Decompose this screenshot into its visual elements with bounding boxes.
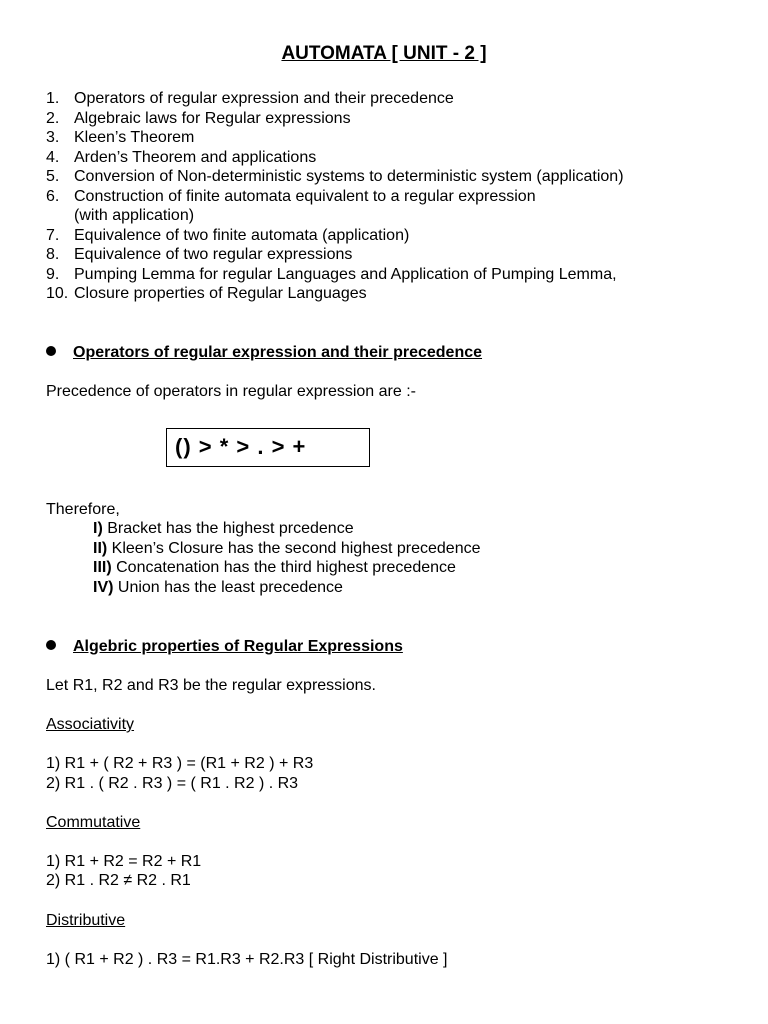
toc-item-text: Operators of regular expression and their precedence [74,90,454,107]
toc-item [46,265,746,285]
toc-item-number: 5. [46,168,60,185]
toc-item-number: 10. [46,285,69,302]
distributive-rule: 1) ( R1 + R2 ) . R3 = R1.R3 + R2.R3 [ Right Distributive ] [46,951,448,968]
point-label: IV) [93,579,114,596]
toc-item-text: (with application) [74,207,195,224]
precedence-point [93,558,456,578]
point-label: III) [93,559,112,576]
precedence-point [93,519,354,539]
bullet-icon [46,346,56,356]
associativity-rule: 2) R1 . ( R2 . R3 ) = ( R1 . R2 ) . R3 [46,775,299,792]
toc-item-text: Equivalence of two regular expressions [74,246,353,263]
associativity-rule: 1) R1 + ( R2 + R3 ) = (R1 + R2 ) + R3 [46,755,314,772]
toc-item-text: Pumping Lemma for regular Languages and Application of Pumping Lemma, [74,265,617,283]
toc-item-text: Construction of finite automata equivalent to a regular expression [74,187,536,205]
toc-item-number: 2. [46,109,60,127]
precedence-point [93,539,481,559]
associativity-heading: Associativity [46,716,135,733]
toc-item-number: 1. [46,90,60,107]
toc-item-number: 7. [46,226,60,244]
page-title: AUTOMATA [ UNIT - 2 ] [281,43,487,64]
toc-item-number: 8. [46,246,60,263]
toc-item-number: 6. [46,187,60,205]
toc-item-text: Equivalence of two finite automata (application) [74,226,410,244]
therefore-text: Therefore, [46,501,120,518]
table-of-contents [46,89,746,304]
section-heading-operators [46,343,482,363]
toc-item [46,226,746,246]
toc-item [46,284,746,304]
point-label: I) [93,520,103,537]
section-heading-algebraic [46,637,403,657]
toc-item-number [46,206,74,226]
toc-item-text: Arden’s Theorem and applications [74,148,317,166]
toc-item [46,89,746,109]
toc-item-text: Kleen’s Theorem [74,129,195,146]
section-heading-text: Operators of regular expression and their precedence [73,344,483,361]
distributive-heading: Distributive [46,912,126,929]
precedence-box: () > * > . > + [166,428,370,467]
section-heading-text: Algebric properties of Regular Expressions [73,638,403,655]
precedence-point [93,578,343,598]
toc-item [46,128,746,148]
toc-item [46,187,746,207]
point-text: Union has the least precedence [113,579,343,596]
toc-item-text: Algebraic laws for Regular expressions [74,109,351,127]
toc-item [46,245,746,265]
point-text: Concatenation has the third highest precedence [111,559,456,576]
toc-item [46,109,746,129]
toc-item-continuation [46,206,746,226]
toc-item-number: 3. [46,129,60,146]
commutative-heading: Commutative [46,814,141,831]
commutative-rule: 2) R1 . R2 ≠ R2 . R1 [46,872,191,889]
toc-item-number: 9. [46,265,60,283]
point-label: II) [93,540,108,557]
toc-item [46,148,746,168]
commutative-rule: 1) R1 + R2 = R2 + R1 [46,853,202,870]
toc-item-number: 4. [46,148,60,166]
algebraic-intro: Let R1, R2 and R3 be the regular expressions. [46,677,376,694]
toc-item-text: Closure properties of Regular Languages [74,285,367,302]
toc-item-text: Conversion of Non-deterministic systems to deterministic system (application) [74,168,624,185]
point-text: Kleen’s Closure has the second highest precedence [107,540,481,557]
point-text: Bracket has the highest prcedence [102,520,354,537]
bullet-icon [46,640,56,650]
precedence-intro: Precedence of operators in regular expression are :- [46,383,416,400]
toc-item [46,167,746,187]
